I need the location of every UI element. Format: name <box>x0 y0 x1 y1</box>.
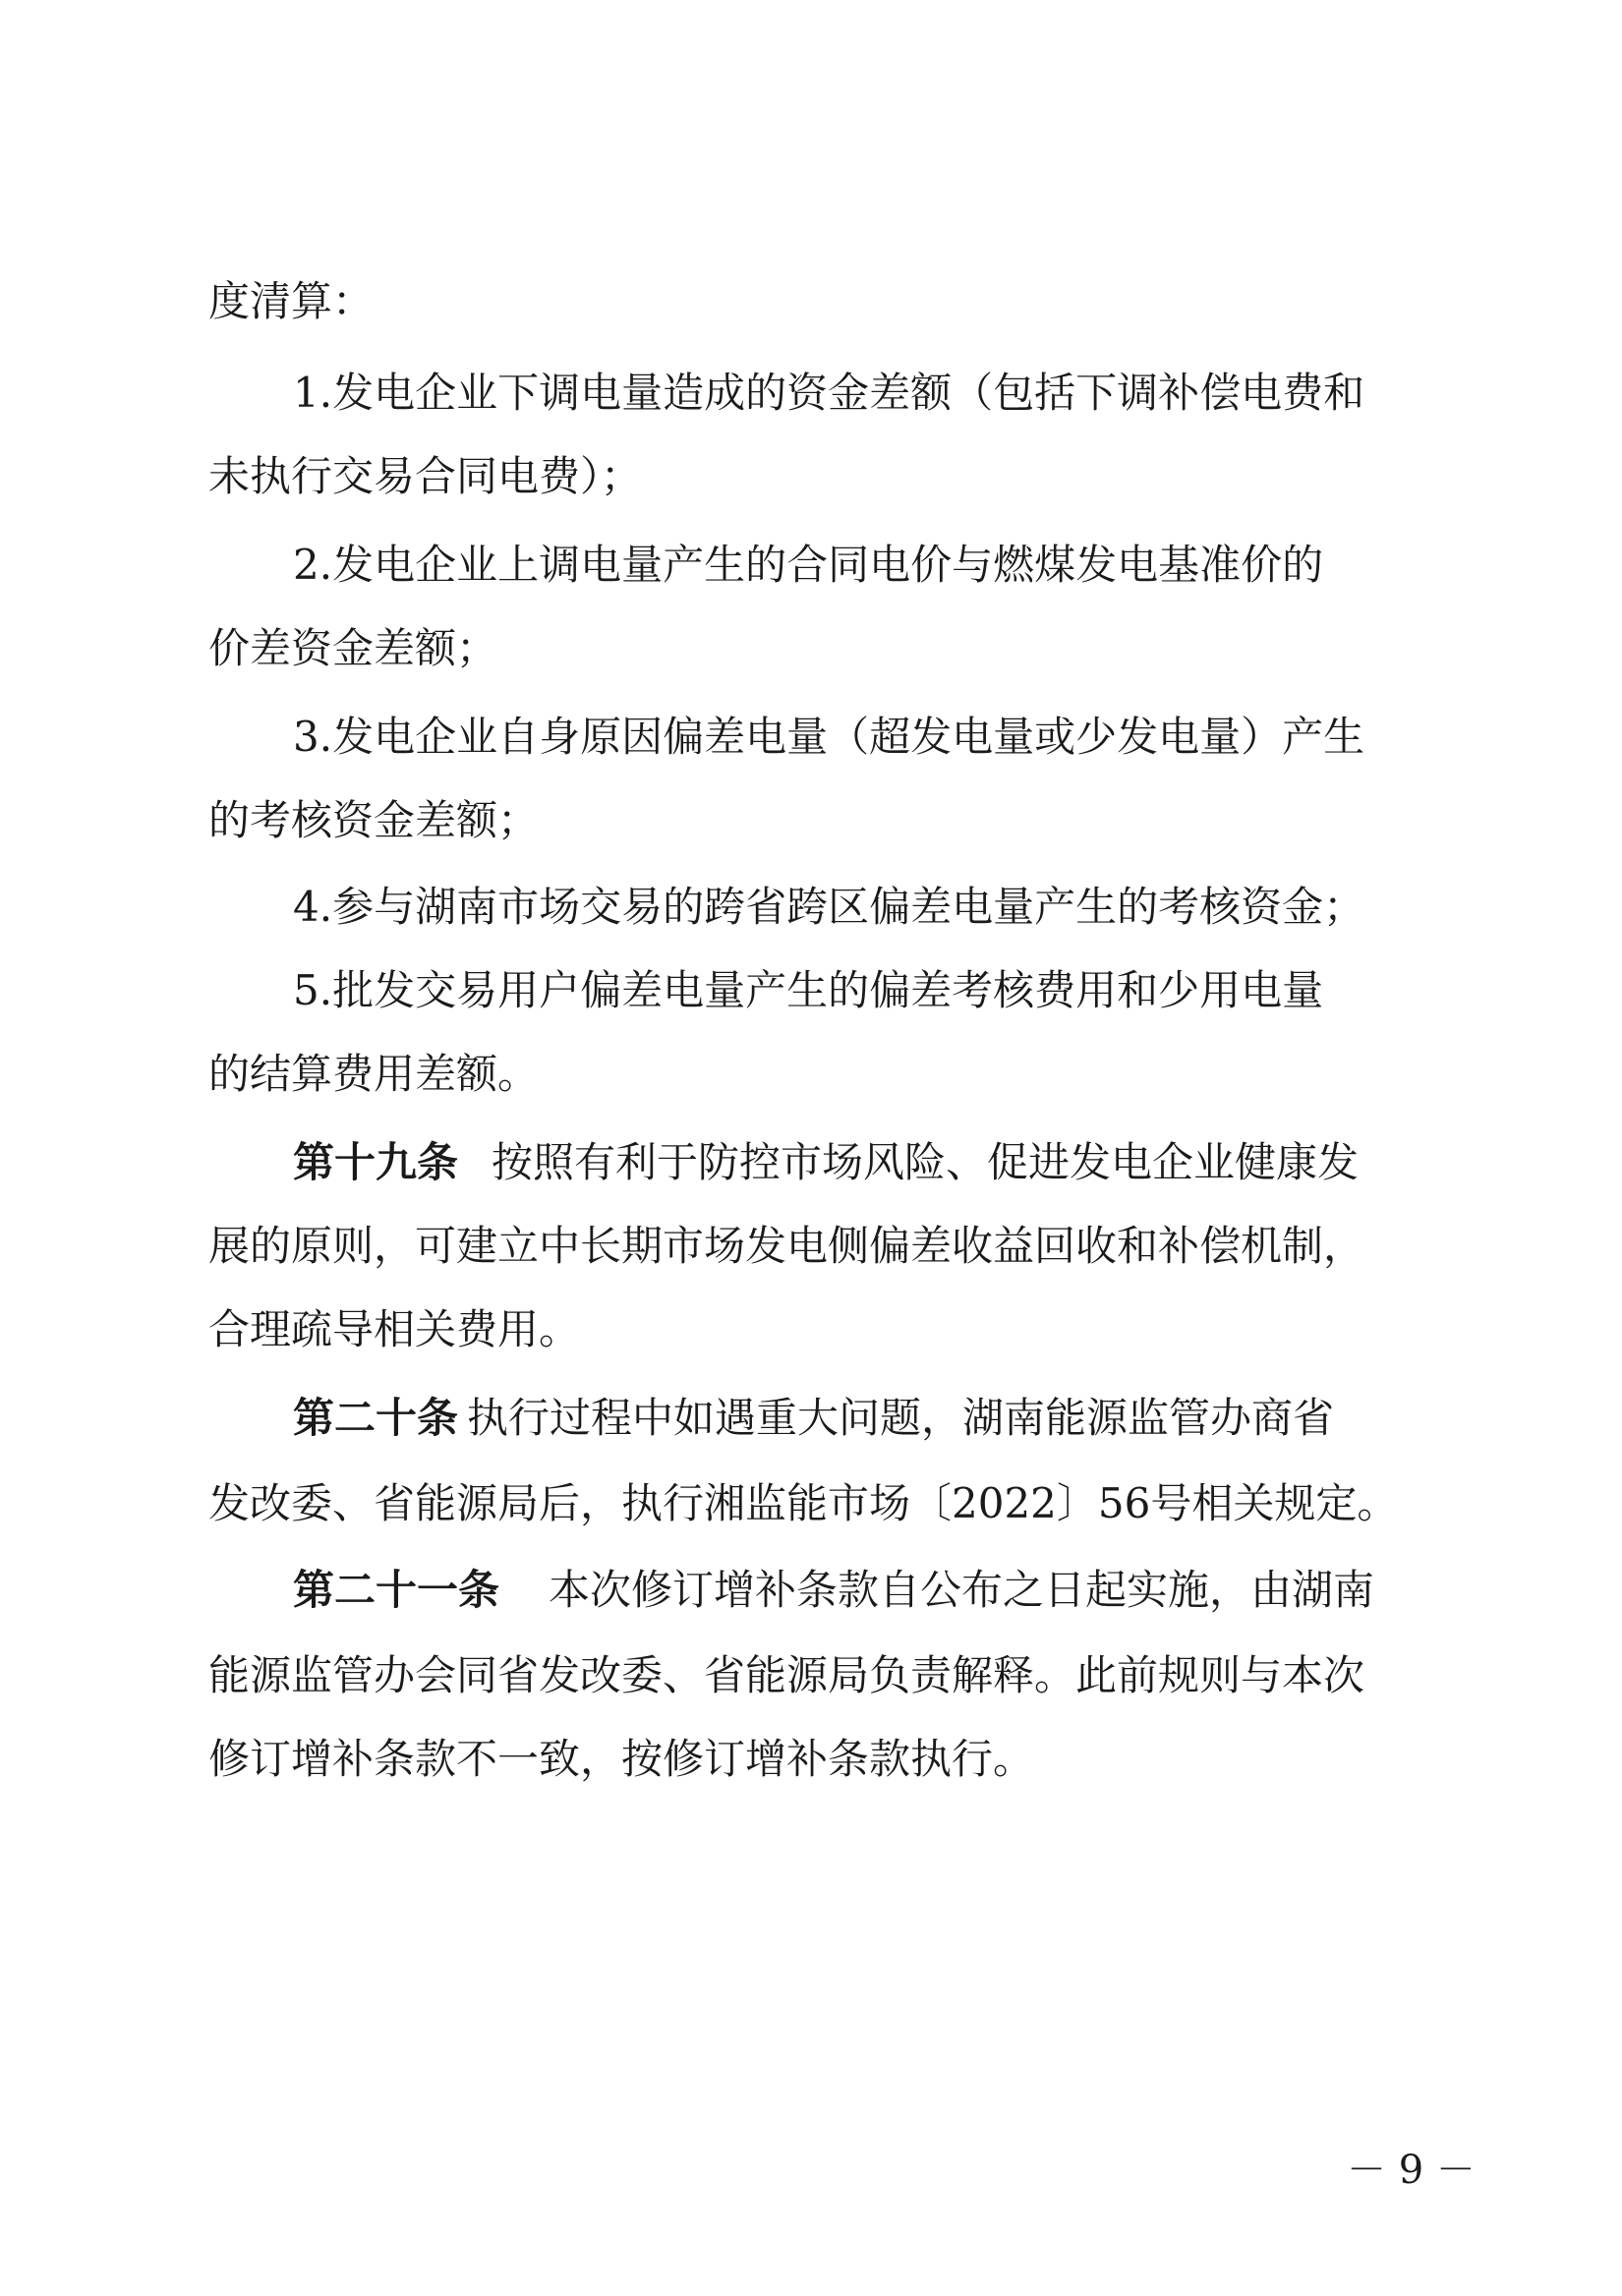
list-item-1-line-2: 未执行交易合同电费）； <box>208 452 643 500</box>
paragraph-line <box>0 791 1622 850</box>
article-19-line-1 <box>0 1133 1622 1192</box>
article-19-text: 按照有利于防控市场风险、促进发电企业健康发 <box>492 1138 1360 1186</box>
article-21-label: 第二十一条 <box>293 1566 500 1614</box>
list-item-3-line-2: 的考核资金差额； <box>208 796 540 844</box>
article-21-text: 本次修订增补条款自公布之日起实施，由湖南 <box>549 1566 1375 1614</box>
paragraph-line <box>0 1045 1622 1104</box>
article-20-label: 第二十条 <box>293 1394 459 1442</box>
list-item-5-line-2: 的结算费用差额。 <box>208 1050 540 1098</box>
list-item-5-line-1: 5.批发交易用户偏差电量产生的偏差考核费用和少用电量 <box>293 966 1324 1014</box>
list-item-2-line-2: 价差资金差额； <box>208 624 498 672</box>
article-20-text: 执行过程中如遇重大问题，湖南能源监管办商省 <box>467 1394 1335 1442</box>
article-21-line-2 <box>0 1646 1622 1705</box>
list-item-1-line-1: 1.发电企业下调电量造成的资金差额（包括下调补偿电费和 <box>293 369 1365 417</box>
list-item-3-line-1: 3.发电企业自身原因偏差电量（超发电量或少发电量）产生 <box>293 713 1365 761</box>
article-20-line-1 <box>0 1389 1622 1448</box>
paragraph-line <box>0 878 1622 937</box>
article-19-line-3 <box>0 1300 1622 1359</box>
text-line: 度清算： <box>208 277 375 325</box>
paragraph-line <box>0 536 1622 595</box>
article-20-text: 发改委、省能源局后，执行湘监能市场〔2022〕56号相关规定。 <box>208 1479 1399 1527</box>
paragraph-line <box>0 619 1622 678</box>
page-number: － 9 － <box>1347 2148 1476 2193</box>
article-21-text: 能源监管办会同省发改委、省能源局负责解释。此前规则与本次 <box>208 1651 1365 1699</box>
list-item-4: 4.参与湖南市场交易的跨省跨区偏差电量产生的考核资金； <box>293 883 1365 931</box>
paragraph-line <box>0 447 1622 506</box>
article-21-line-3 <box>0 1730 1622 1789</box>
article-21-text: 修订增补条款不一致，按修订增补条款执行。 <box>208 1735 1035 1783</box>
paragraph-line <box>0 272 1622 331</box>
article-19-text: 合理疏导相关费用。 <box>208 1305 581 1353</box>
article-20-line-2 <box>0 1474 1622 1533</box>
article-19-text: 展的原则，可建立中长期市场发电侧偏差收益回收和补偿机制， <box>208 1222 1365 1270</box>
article-21-line-1 <box>0 1561 1622 1620</box>
list-item-2-line-1: 2.发电企业上调电量产生的合同电价与燃煤发电基准价的 <box>293 541 1324 589</box>
paragraph-line <box>0 364 1622 423</box>
paragraph-line <box>0 708 1622 767</box>
article-19-label: 第十九条 <box>293 1138 459 1186</box>
paragraph-line <box>0 961 1622 1020</box>
article-19-line-2 <box>0 1217 1622 1276</box>
